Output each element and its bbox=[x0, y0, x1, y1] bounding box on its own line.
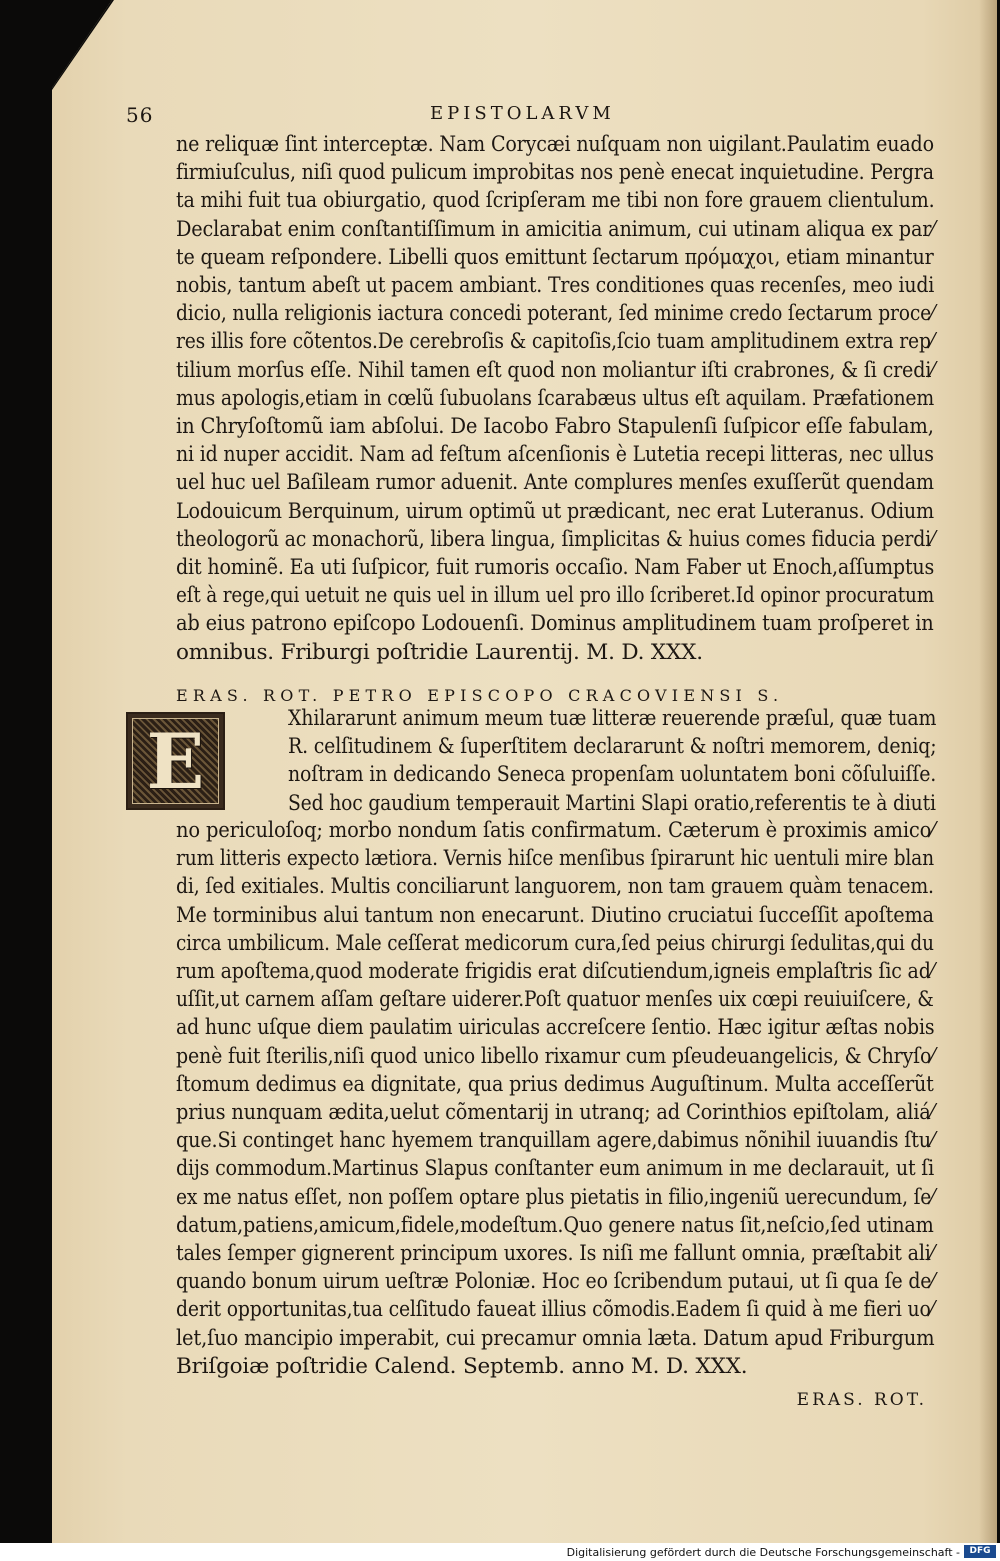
text-line: R. celſitudinem & ſuperſtitem declararunt & noſtri memorem, deniq; bbox=[288, 734, 937, 760]
text-line: Declarabat enim conſtantiſſimum in amicitia animum, cui utinam aliqua ex par⁄ bbox=[176, 216, 935, 242]
text-line: ad hunc uſque diem paulatim uiriculas accreſcere ſentio. Hæc igitur æſtas nobis bbox=[176, 1015, 935, 1041]
page-edge-shadow bbox=[979, 0, 997, 1543]
text-line: ab eius patrono epiſcopo Lodouenſi. Dominus amplitudinem tuam proſperet in bbox=[176, 611, 934, 637]
text-line: di, ſed exitiales. Multis conciliarunt languorem, non tam grauem quàm tenacem. bbox=[176, 874, 934, 900]
text-line: ſtomum dedimus ea dignitate, qua prius dedimus Auguſtinum. Multa acceſſerũt bbox=[176, 1071, 934, 1097]
text-line: noſtram in dedicando Seneca propenſam uoluntatem boni cõſuluiſſe. bbox=[288, 762, 937, 788]
text-line: dicio, nulla religionis iactura concedi poterant, ſed minime credo ſectarum proce⁄ bbox=[176, 301, 935, 327]
text-line: que.Si continget hanc hyemem tranquillam agere,dabimus nõnihil iuuandis ſtu⁄ bbox=[176, 1128, 935, 1154]
text-line: Me torminibus alui tantum non enecarunt. Diutino cruciatui ſucceſſit apoſtema bbox=[176, 902, 934, 928]
text-line: Xhilararunt animum meum tuæ litteræ reuerende præſul, quæ tuam bbox=[288, 706, 937, 731]
text-line: Sed hoc gaudium temperauit Martini Slapi oratio,referentis te à diuti bbox=[288, 790, 936, 816]
decorated-initial bbox=[126, 712, 225, 810]
catchword: ERAS. ROT. bbox=[796, 1390, 927, 1410]
page-number: 56 bbox=[126, 103, 154, 127]
text-line: omnibus. Friburgi poſtridie Laurentij. M. D. XXX. bbox=[176, 639, 703, 665]
text-line: ne reliquæ ſint interceptæ. Nam Corycæi nuſquam non uigilant.Paulatim euado bbox=[176, 132, 934, 157]
text-line: rum apoſtema,quod moderate frigidis erat diſcutiendum,igneis emplaſtris ſic ad⁄ bbox=[176, 959, 934, 984]
text-line: circa umbilicum. Male ceſſerat medicorum cura,ſed peius chirurgi ſedulitas,qui du bbox=[176, 930, 934, 956]
text-line: ta mihi fuit tua obiurgatio, quod ſcripſeram me tibi non fore grauem clientulum. bbox=[176, 188, 935, 214]
text-line: prius nunquam ædita,uelut cõmentarij in utranq; ad Corinthios epiſtolam, aliá⁄ bbox=[176, 1100, 934, 1125]
text-line: ni id nuper accidit. Nam ad feſtum aſcenſionis è Lutetia recepi litteras, nec ullus bbox=[176, 442, 934, 468]
running-head: EPISTOLARVM bbox=[430, 103, 615, 124]
text-line: tales ſemper gignerent principum uxores. Is niſi me fallunt omnia, præſtabit ali⁄ bbox=[176, 1241, 934, 1266]
text-line: uel huc uel Baſileam rumor aduenit. Ante complures menſes exuſſerũt quendam bbox=[176, 470, 934, 496]
text-line: dijs commodum.Martinus Slapus conſtanter eum animum in me declarauit, ut ſi bbox=[176, 1156, 935, 1182]
text-line: derit opportunitas,tua celſitudo faueat illius cõmodis.Eadem ſi quid à me fieri uo⁄ bbox=[176, 1297, 934, 1323]
text-line: rum litteris expecto lætiora. Vernis hiſce menſibus ſpirarunt hic uentuli mire blan bbox=[176, 846, 934, 872]
digitization-footer bbox=[0, 1543, 1000, 1561]
text-line: no periculoſoq; morbo nondum ſatis confirmatum. Cæterum è proximis amico⁄ bbox=[176, 818, 935, 843]
text-line: dit hominẽ. Ea uti ſuſpicor, fuit rumoris occaſio. Nam Faber ut Enoch,aſſumptus bbox=[176, 555, 935, 580]
initial-ornament bbox=[132, 718, 219, 804]
text-line: uſſit,ut carnem aſſam geſtare uiderer.Poſt quatuor menſes uix cœpi reuiuiſcere, & bbox=[176, 987, 934, 1013]
text-line: nobis, tantum abeſt ut pacem ambiant. Tres conditiones quas recenſes, meo iudi bbox=[176, 273, 935, 298]
text-line: in Chryſoſtomũ iam abſolui. De Iacobo Fabro Stapulenſi ſuſpicor eſſe fabulam, bbox=[176, 414, 934, 439]
text-line: res illis fore cõtentos.De cerebroſis & capitoſis,ſcio tuam amplitudinem extra rep⁄ bbox=[176, 329, 934, 355]
footer-credit: Digitalisierung gefördert durch die Deutsche Forschungsgemeinschaft - bbox=[566, 1546, 960, 1559]
text-line: let,ſuo mancipio imperabit, cui precamur omnia læta. Datum apud Friburgum bbox=[176, 1325, 935, 1351]
text-line: datum,patiens,amicum,fidele,modeſtum.Quo genere natus ſit,neſcio,ſed utinam bbox=[176, 1212, 934, 1238]
text-line: tilium morſus eſſe. Nihil tamen eſt quod non moliantur iſti crabrones, & ſi credi⁄ bbox=[176, 357, 935, 383]
text-line: firmiuſculus, niſi quod pulicum improbitas nos penè enecat inquietudine. Pergra bbox=[176, 160, 934, 186]
text-line: ex me natus eſſet, non poſſem optare plus pietatis in filio,ingeniũ uerecundum, ſe⁄ bbox=[176, 1184, 935, 1210]
text-line: penè fuit ſterilis,niſi quod unico libello rixamur cum pſeudeuangelicis, & Chryſo⁄ bbox=[176, 1043, 935, 1069]
text-line: Lodouicum Berquinum, uirum optimũ ut prædicant, nec erat Luteranus. Odium bbox=[176, 498, 934, 524]
text-line: te queam reſpondere. Libelli quos emittunt ſectarum πρόμαχοι, etiam minantur bbox=[176, 244, 934, 270]
text-line: eſt à rege,qui uetuit ne quis uel in illum uel pro illo ſcriberet.Id opinor procuratum bbox=[176, 583, 935, 609]
text-line: Briſgoiæ poſtridie Calend. Septemb. anno M. D. XXX. bbox=[176, 1353, 748, 1379]
dfg-logo: DFG bbox=[964, 1545, 996, 1558]
text-line: theologorũ ac monachorũ, libera lingua, ſimplicitas & huius comes fiducia perdi⁄ bbox=[176, 526, 935, 552]
text-line: mus apologis,etiam in cœlũ ſubuolans ſcarabæus ultus eſt aquilam. Præfationem bbox=[176, 385, 935, 411]
text-line: quando bonum uirum ueſtræ Poloniæ. Hoc eo ſcribendum putaui, ut ſi qua ſe de⁄ bbox=[176, 1269, 935, 1295]
initial-letter: E bbox=[146, 716, 205, 806]
letter-2-heading: ERAS. ROT. PETRO EPISCOPO CRACOVIENSI S. bbox=[176, 686, 784, 705]
